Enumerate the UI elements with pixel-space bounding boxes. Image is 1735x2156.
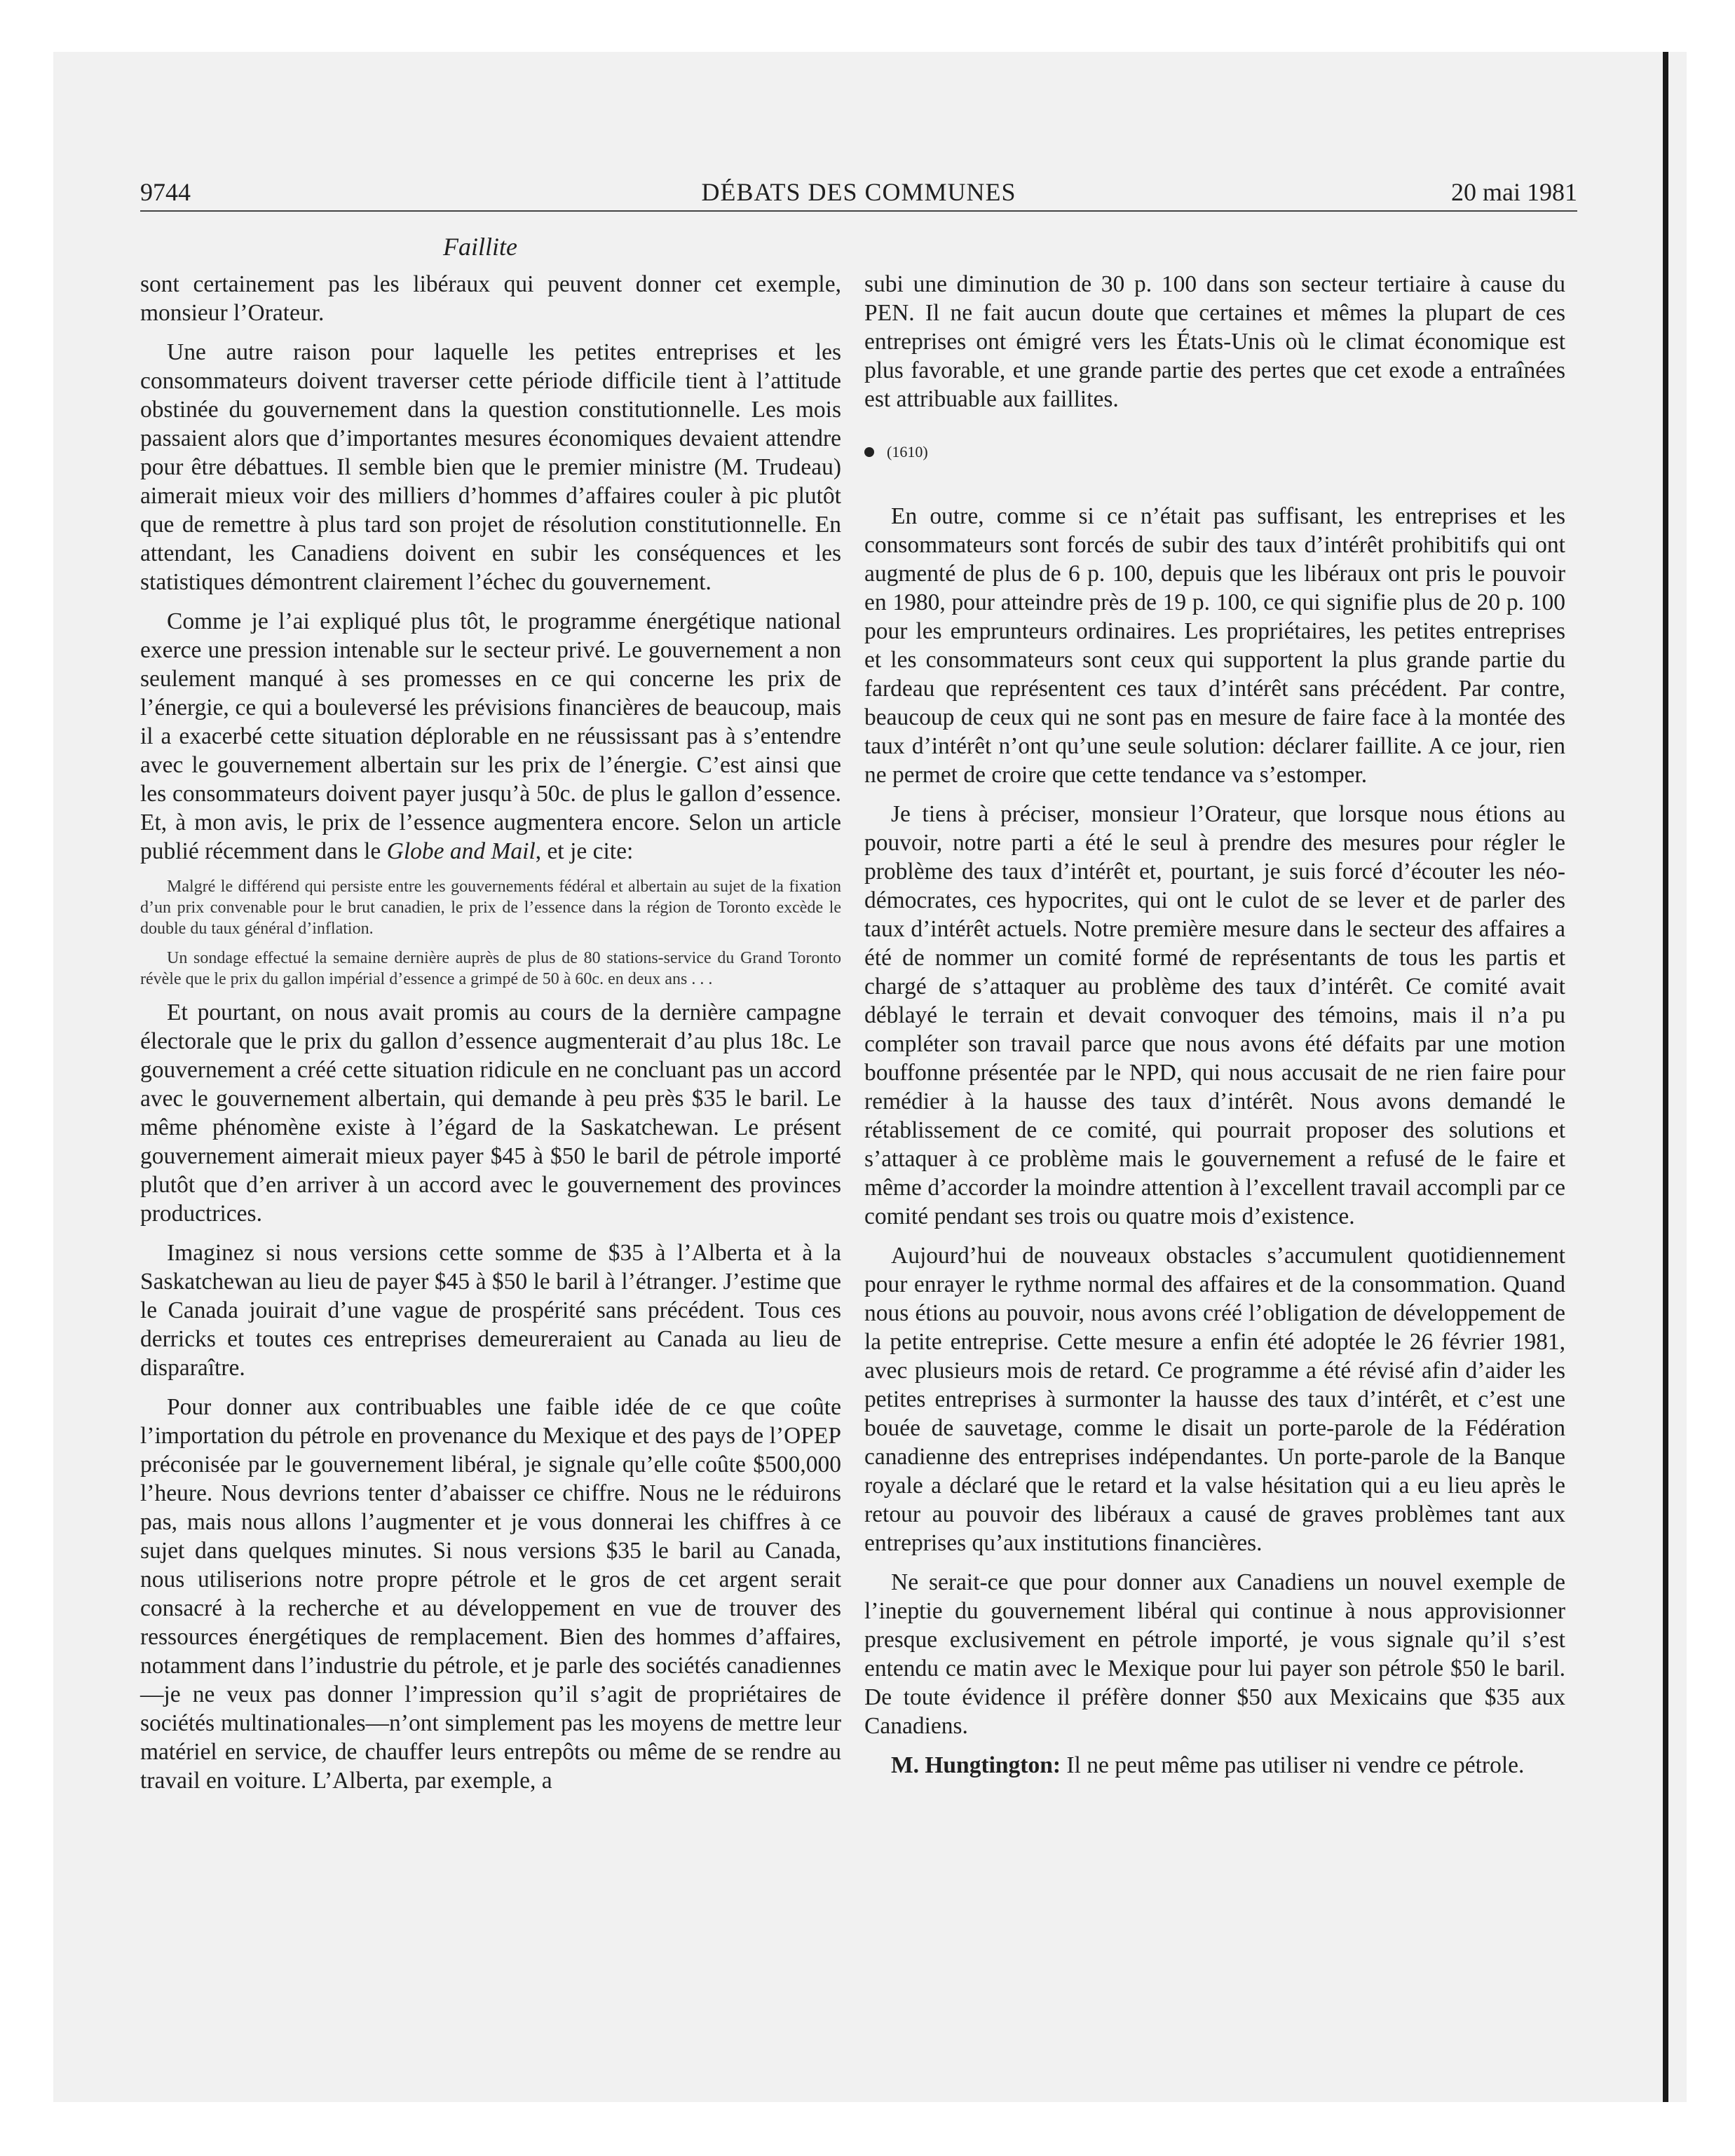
section-title: Faillite: [443, 233, 517, 261]
paragraph: En outre, comme si ce n’était pas suffisant, les entreprises et les consommateurs sont forcés de subir des taux d’intérêt prohibitifs qui ont augmenté de plus de 6 p. 100, depuis que les libéraux ont pris le pouvoir en 1980, pour atteindre près de 19 p. 100, ce qui signifie plus de 20 p. 100 pour les emprunteurs ordinaires. Les propriétaires, les petites entreprises et les consommateurs sont ceux qui supportent la plus grande partie du fardeau que représentent ces taux d’intérêt sans précédent. Par contre, beaucoup de ceux qui ne sont pas en mesure de faire face à la montée des taux d’intérêt n’ont qu’une seule solution: déclarer faillite. A ce jour, rien ne permet de croire que cette tendance va s’estomper.: [864, 503, 1565, 788]
paragraph-text: Il ne peut même pas utiliser ni vendre ce pétrole.: [1060, 1752, 1525, 1778]
publication-date: 20 mai 1981: [1451, 178, 1577, 206]
quotation: Un sondage effectué la semaine dernière auprès de plus de 80 stations-service du Grand Toronto révèle que le prix du gallon impérial d’essence a grimpé de 50 à 60c. en deux ans . . .: [140, 949, 841, 988]
time-marker: [864, 442, 1565, 463]
newspaper-title: Globe and Mail: [386, 838, 536, 864]
speaker-name: M. Hungtington:: [891, 1752, 1061, 1778]
paragraph: Ne serait-ce que pour donner aux Canadiens un nouvel exemple de l’ineptie du gouvernement libéral qui continue à nous approvisionner presque exclusivement en pétrole importé, je vous signale qu’il s’est entendu ce matin avec le Mexique pour lui payer son pétrole $50 le baril. De toute évidence il préfère donner $50 aux Mexicains que $35 aux Canadiens.: [864, 1569, 1565, 1739]
paragraph: Je tiens à préciser, monsieur l’Orateur, que lorsque nous étions au pouvoir, notre parti a été le seul à prendre des mesures pour régler le problème des taux d’intérêt et, pourtant, je suis forcé d’écouter les néo-démocrates, ces hypocrites, qui ont le culot de se lever et de parler des taux d’intérêt actuels. Notre première mesure dans le secteur des affaires a été de nommer un comité formé de représentants de tous les partis et chargé de s’attaquer au problème des taux d’intérêt. Ce comité avait déblayé le terrain et devait convoquer des témoins, mais il n’a pu compléter son travail parce que nous avons été défaits par une motion bouffonne présentée par le NPD, qui nous accusait de ne rien faire pour remédier à la hausse des taux d’intérêt. Nous avons demandé le rétablissement de ce comité, qui pourrait proposer des solutions et s’attaquer à ce problème mais le gouvernement a refusé de le faire et même d’accorder la moindre attention à l’excellent travail accompli par ce comité pendant ses trois ou quatre mois d’existence.: [864, 801, 1565, 1229]
paragraph-text: Comme je l’ai expliqué plus tôt, le programme énergétique national exerce une pression intenable sur le secteur privé. Le gouvernement a non seulement manqué à ses promesses en ce qui concerne les prix de l’énergie, ce qui a bouleversé les prévisions financières de beaucoup, mais il a exacerbé cette situation déplorable en ne réussissant pas à s’entendre avec le gouvernement albertain sur les prix de l’énergie. C’est ainsi que les consommateurs doivent payer jusqu’à 50c. de plus le gallon d’essence. Et, à mon avis, le prix de l’essence augmentera encore. Selon un article publié récemment dans le: [140, 608, 841, 864]
left-column: [140, 270, 841, 1806]
paragraph: subi une diminution de 30 p. 100 dans son secteur tertiaire à cause du PEN. Il ne fait aucun doute que certaines et mêmes la plupart de ces entreprises ont émigré vers les États-Unis où le climat économique est plus favorable, et une grande partie des pertes que cet exode a entraînées est attribuable aux faillites.: [864, 271, 1565, 412]
paragraph: Pour donner aux contribuables une faible idée de ce que coûte l’importation du pétrole en provenance du Mexique et des pays de l’OPEP préconisée par le gouvernement libéral, je signale qu’elle coûte $500,000 l’heure. Nous devrions tenter d’abaisser ce chiffre. Nous ne le réduirons pas, mais nous allons l’augmenter et je vous donnerai les chiffres à ce sujet dans quelques minutes. Si nous versions $35 le baril au Canada, nous utiliserions notre propre pétrole et le gros de cet argent serait consacré à la recherche et au développement en vue de trouver des ressources énergétiques de remplacement. Bien des hommes d’affaires, notamment dans l’industrie du pétrole, et je parle des sociétés canadiennes—je ne veux pas donner l’impression qu’il s’agit de propriétaires de sociétés multinationales—n’ont simplement pas les moyens de mettre leur matériel en service, de chauffer leurs entrepôts ou même de se rendre au travail en voiture. L’Alberta, par exemple, a: [140, 1394, 841, 1794]
page-number: 9744: [140, 178, 191, 206]
paragraph: Une autre raison pour laquelle les petites entreprises et les consommateurs doivent traverser cette période difficile tient à l’attitude obstinée du gouvernement dans la question constitutionnelle. Les mois passaient alors que d’importantes mesures économiques devaient attendre pour être débattues. Il semble bien que le premier ministre (M. Trudeau) aimerait mieux voir des milliers d’hommes d’affaires couler à pic plutôt que de remettre à plus tard son projet de résolution constitutionnelle. En attendant, les Canadiens doivent en subir les conséquences et les statistiques démontrent clairement l’échec du gouvernement.: [140, 339, 841, 595]
bullet-icon: [864, 447, 874, 457]
paragraph: [140, 607, 841, 866]
running-header: [140, 175, 1577, 212]
time-marker-label: (1610): [887, 443, 928, 460]
page-edge-bar: [1663, 52, 1668, 2102]
paragraph: Imaginez si nous versions cette somme de $35 à l’Alberta et à la Saskatchewan au lieu de payer $45 à $50 le baril à l’étranger. J’estime que le Canada jouirait d’une vague de prospérité sans précédent. Tous ces derricks et toutes ces entreprises demeureraient au Canada au lieu de disparaître.: [140, 1240, 841, 1381]
paragraph: Et pourtant, on nous avait promis au cours de la dernière campagne électorale que le prix du gallon d’essence augmenterait d’au plus 18c. Le gouvernement a créé cette situation ridicule en ne concluant pas un accord avec le gouvernement albertain, qui demande à peu près $35 le baril. Le même phénomène existe à l’égard de la Saskatchewan. Le présent gouvernement aimerait mieux payer $45 à $50 le baril de pétrole importé plutôt que d’en arriver à un accord avec le gouvernement des provinces productrices.: [140, 999, 841, 1227]
paragraph: sont certainement pas les libéraux qui peuvent donner cet exemple, monsieur l’Orateur.: [140, 271, 841, 326]
paragraph: [864, 1751, 1565, 1780]
paragraph: Aujourd’hui de nouveaux obstacles s’accumulent quotidiennement pour enrayer le rythme normal des affaires et de la consommation. Quand nous étions au pouvoir, nous avons créé l’obligation de développement de la petite entreprise. Cette mesure a enfin été adoptée le 26 février 1981, avec plusieurs mois de retard. Ce programme a été révisé afin d’aider les petites entreprises à surmonter la hausse des taux d’intérêt, et c’est une bouée de sauvetage, comme le disait un porte-parole de la Fédération canadienne des entreprises indépendantes. Un porte-parole de la Banque royale a déclaré que le retard et la valse hésitation qui a eu lieu après le retour au pouvoir des libéraux a causé de graves problèmes tant aux entreprises qu’aux institutions financières.: [864, 1243, 1565, 1556]
quotation: Malgré le différend qui persiste entre les gouvernements fédéral et albertain au sujet de la fixation d’un prix convenable pour le brut canadien, le prix de l’essence dans la région de Toronto excède le double du taux général d’inflation.: [140, 878, 841, 938]
paragraph-text: , et je cite:: [535, 838, 634, 864]
right-column: [864, 270, 1565, 1790]
publication-title: DÉBATS DES COMMUNES: [701, 178, 1016, 206]
